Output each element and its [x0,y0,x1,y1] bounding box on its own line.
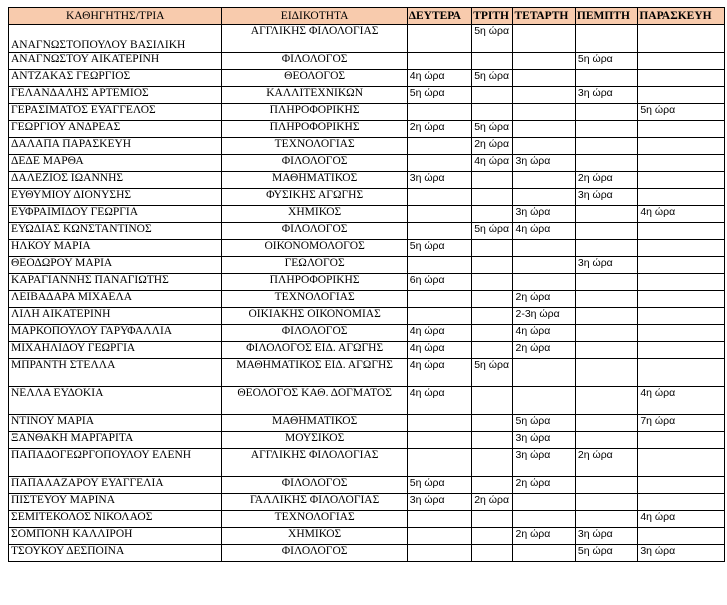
thursday-slot-cell [575,308,637,325]
specialty-cell: ΑΓΓΛΙΚΗΣ ΦΙΛΟΛΟΓΙΑΣ [222,25,407,53]
thursday-slot-cell: 3η ώρα [575,87,637,104]
teacher-name-cell: ΑΝΑΓΝΩΣΤΟΥ ΑΙΚΑΤΕΡΙΝΗ [9,53,222,70]
teacher-name-cell: ΚΑΡΑΓΙΑΝΝΗΣ ΠΑΝΑΓΙΩΤΗΣ [9,274,222,291]
header-row [9,8,725,25]
specialty-cell: ΤΕΧΝΟΛΟΓΙΑΣ [222,291,407,308]
table-row [9,359,725,387]
wednesday-slot-cell [513,172,575,189]
table-row [9,138,725,155]
friday-slot-cell [638,121,725,138]
thursday-slot-cell: 2η ώρα [575,449,637,477]
thursday-slot-cell [575,342,637,359]
table-row [9,291,725,308]
specialty-cell: ΦΙΛΟΛΟΓΟΣ [222,477,407,494]
specialty-cell: ΜΑΘΗΜΑΤΙΚΟΣ [222,415,407,432]
friday-slot-cell [638,477,725,494]
friday-slot-cell [638,449,725,477]
tuesday-slot-cell [472,511,513,528]
wednesday-slot-cell: 2η ώρα [513,477,575,494]
teacher-name-cell: ΣΕΜΙΤΕΚΟΛΟΣ ΝΙΚΟΛΑΟΣ [9,511,222,528]
table-row [9,274,725,291]
wednesday-slot-cell: 4η ώρα [513,223,575,240]
specialty-cell: ΦΙΛΟΛΟΓΟΣ [222,325,407,342]
wednesday-slot-cell [513,104,575,121]
tuesday-slot-cell [472,206,513,223]
wednesday-slot-cell: 3η ώρα [513,206,575,223]
monday-slot-cell: 4η ώρα [407,387,471,415]
friday-slot-cell [638,528,725,545]
teacher-name-cell: ΘΕΟΔΩΡΟΥ ΜΑΡΙΑ [9,257,222,274]
friday-slot-cell [638,223,725,240]
teacher-name-cell: ΑΝΑΓΝΩΣΤΟΠΟΥΛΟΥ ΒΑΣΙΛΙΚΗ [9,25,222,53]
specialty-cell: ΜΟΥΣΙΚΟΣ [222,432,407,449]
thursday-slot-cell [575,359,637,387]
teacher-name-cell: ΤΣΟΥΚΟΥ ΔΕΣΠΟΙΝΑ [9,545,222,562]
header-thursday: ΠΕΜΠΤΗ [575,8,637,25]
wednesday-slot-cell: 3η ώρα [513,432,575,449]
friday-slot-cell: 7η ώρα [638,415,725,432]
specialty-cell: ΓΕΩΛΟΓΟΣ [222,257,407,274]
teacher-name-cell: ΜΠΡΑΝΤΗ ΣΤΕΛΛΑ [9,359,222,387]
friday-slot-cell [638,432,725,449]
tuesday-slot-cell: 2η ώρα [472,494,513,511]
monday-slot-cell: 3η ώρα [407,172,471,189]
specialty-cell: ΟΙΚΙΑΚΗΣ ΟΙΚΟΝΟΜΙΑΣ [222,308,407,325]
teacher-name-cell: ΓΕΡΑΣΙΜΑΤΟΣ ΕΥΑΓΓΕΛΟΣ [9,104,222,121]
tuesday-slot-cell [472,172,513,189]
wednesday-slot-cell [513,511,575,528]
monday-slot-cell [407,449,471,477]
wednesday-slot-cell [513,387,575,415]
tuesday-slot-cell [472,104,513,121]
specialty-cell: ΦΙΛΟΛΟΓΟΣ ΕΙΔ. ΑΓΩΓΗΣ [222,342,407,359]
friday-slot-cell [638,257,725,274]
thursday-slot-cell [575,25,637,53]
table-row [9,53,725,70]
friday-slot-cell [638,25,725,53]
teacher-name-cell: ΞΑΝΘΑΚΗ ΜΑΡΓΑΡΙΤΑ [9,432,222,449]
thursday-slot-cell [575,155,637,172]
tuesday-slot-cell [472,342,513,359]
wednesday-slot-cell [513,359,575,387]
tuesday-slot-cell [472,325,513,342]
thursday-slot-cell: 5η ώρα [575,53,637,70]
monday-slot-cell: 4η ώρα [407,359,471,387]
thursday-slot-cell [575,104,637,121]
table-row [9,449,725,477]
table-row [9,494,725,511]
wednesday-slot-cell [513,274,575,291]
wednesday-slot-cell: 2η ώρα [513,342,575,359]
specialty-cell: ΠΛΗΡΟΦΟΡΙΚΗΣ [222,121,407,138]
tuesday-slot-cell: 5η ώρα [472,70,513,87]
tuesday-slot-cell [472,415,513,432]
table-row [9,257,725,274]
wednesday-slot-cell: 2η ώρα [513,528,575,545]
friday-slot-cell [638,138,725,155]
wednesday-slot-cell [513,70,575,87]
header-wednesday: ΤΕΤΑΡΤΗ [513,8,575,25]
teacher-name-cell: ΓΕΛΑΝΔΑΛΗΣ ΑΡΤΕΜΙΟΣ [9,87,222,104]
friday-slot-cell: 4η ώρα [638,511,725,528]
thursday-slot-cell [575,274,637,291]
monday-slot-cell: 4η ώρα [407,325,471,342]
wednesday-slot-cell [513,138,575,155]
teacher-name-cell: ΛΕΙΒΑΔΑΡΑ ΜΙΧΑΕΛΑ [9,291,222,308]
thursday-slot-cell [575,477,637,494]
monday-slot-cell: 2η ώρα [407,121,471,138]
monday-slot-cell [407,545,471,562]
friday-slot-cell [638,274,725,291]
wednesday-slot-cell [513,257,575,274]
friday-slot-cell [638,53,725,70]
monday-slot-cell [407,432,471,449]
monday-slot-cell [407,415,471,432]
table-row [9,206,725,223]
thursday-slot-cell: 2η ώρα [575,172,637,189]
teacher-name-cell: ΔΑΛΕΖΙΟΣ ΙΩΑΝΝΗΣ [9,172,222,189]
friday-slot-cell [638,359,725,387]
specialty-cell: ΜΑΘΗΜΑΤΙΚΟΣ ΕΙΔ. ΑΓΩΓΗΣ [222,359,407,387]
table-row [9,104,725,121]
friday-slot-cell [638,342,725,359]
teacher-name-cell: ΝΕΛΛΑ ΕΥΔΟΚΙΑ [9,387,222,415]
tuesday-slot-cell [472,528,513,545]
tuesday-slot-cell: 5η ώρα [472,121,513,138]
thursday-slot-cell [575,240,637,257]
table-row [9,325,725,342]
thursday-slot-cell [575,415,637,432]
specialty-cell: ΑΓΓΛΙΚΗΣ ΦΙΛΟΛΟΓΙΑΣ [222,449,407,477]
thursday-slot-cell [575,432,637,449]
monday-slot-cell: 4η ώρα [407,342,471,359]
table-row [9,308,725,325]
teacher-name-cell: ΣΟΜΠΟΝΗ ΚΑΛΛΙΡΟΗ [9,528,222,545]
teacher-name-cell: ΠΑΠΑΔΟΓΕΩΡΓΟΠΟΥΛΟΥ ΕΛΕΝΗ [9,449,222,477]
tuesday-slot-cell: 2η ώρα [472,138,513,155]
teacher-name-cell: ΛΙΛΗ ΑΙΚΑΤΕΡΙΝΗ [9,308,222,325]
thursday-slot-cell: 3η ώρα [575,189,637,206]
tuesday-slot-cell [472,449,513,477]
specialty-cell: ΦΙΛΟΛΟΓΟΣ [222,223,407,240]
teacher-name-cell: ΜΙΧΑΗΛΙΔΟΥ ΓΕΩΡΓΙΑ [9,342,222,359]
specialty-cell: ΘΕΟΛΟΓΟΣ [222,70,407,87]
friday-slot-cell [638,291,725,308]
monday-slot-cell [407,206,471,223]
tuesday-slot-cell [472,274,513,291]
table-row [9,172,725,189]
wednesday-slot-cell [513,87,575,104]
monday-slot-cell [407,25,471,53]
tuesday-slot-cell [472,477,513,494]
monday-slot-cell [407,223,471,240]
specialty-cell: ΤΕΧΝΟΛΟΓΙΑΣ [222,511,407,528]
friday-slot-cell [638,308,725,325]
thursday-slot-cell [575,511,637,528]
monday-slot-cell: 6η ώρα [407,274,471,291]
table-row [9,240,725,257]
schedule-body [9,25,725,562]
tuesday-slot-cell [472,308,513,325]
specialty-cell: ΦΙΛΟΛΟΓΟΣ [222,53,407,70]
teacher-name-cell: ΕΥΘΥΜΙΟΥ ΔΙΟΝΥΣΗΣ [9,189,222,206]
tuesday-slot-cell: 5η ώρα [472,25,513,53]
table-row [9,415,725,432]
specialty-cell: ΧΗΜΙΚΟΣ [222,528,407,545]
tuesday-slot-cell [472,432,513,449]
monday-slot-cell [407,308,471,325]
monday-slot-cell: 3η ώρα [407,494,471,511]
friday-slot-cell: 4η ώρα [638,387,725,415]
teacher-name-cell: ΗΛΚΟΥ ΜΑΡΙΑ [9,240,222,257]
header-tuesday: ΤΡΙΤΗ [472,8,513,25]
tuesday-slot-cell [472,240,513,257]
friday-slot-cell [638,155,725,172]
thursday-slot-cell [575,223,637,240]
thursday-slot-cell [575,494,637,511]
teacher-name-cell: ΝΤΙΝΟΥ ΜΑΡΙΑ [9,415,222,432]
thursday-slot-cell [575,121,637,138]
friday-slot-cell: 4η ώρα [638,206,725,223]
monday-slot-cell [407,189,471,206]
monday-slot-cell: 5η ώρα [407,87,471,104]
monday-slot-cell: 5η ώρα [407,477,471,494]
wednesday-slot-cell: 3η ώρα [513,449,575,477]
table-row [9,342,725,359]
table-row [9,387,725,415]
header-specialty: ΕΙΔΙΚΟΤΗΤΑ [222,8,407,25]
wednesday-slot-cell [513,121,575,138]
thursday-slot-cell [575,206,637,223]
table-row [9,477,725,494]
tuesday-slot-cell [472,189,513,206]
table-row [9,87,725,104]
header-teacher: ΚΑΘΗΓΗΤΗΣ/ΤΡΙΑ [9,8,222,25]
tuesday-slot-cell [472,87,513,104]
wednesday-slot-cell: 2-3η ώρα [513,308,575,325]
specialty-cell: ΦΥΣΙΚΗΣ ΑΓΩΓΗΣ [222,189,407,206]
tuesday-slot-cell: 5η ώρα [472,223,513,240]
wednesday-slot-cell [513,25,575,53]
thursday-slot-cell [575,387,637,415]
teacher-name-cell: ΕΥΦΡΑΙΜΙΔΟΥ ΓΕΩΡΓΙΑ [9,206,222,223]
table-row [9,121,725,138]
table-row [9,511,725,528]
friday-slot-cell [638,189,725,206]
wednesday-slot-cell: 4η ώρα [513,325,575,342]
specialty-cell: ΦΙΛΟΛΟΓΟΣ [222,155,407,172]
table-row [9,223,725,240]
header-friday: ΠΑΡΑΣΚΕΥΗ [638,8,725,25]
table-row [9,70,725,87]
wednesday-slot-cell [513,189,575,206]
wednesday-slot-cell: 3η ώρα [513,155,575,172]
thursday-slot-cell: 3η ώρα [575,257,637,274]
teacher-name-cell: ΠΙΣΤΕΥΟΥ ΜΑΡΙΝΑ [9,494,222,511]
teacher-name-cell: ΕΥΩΔΙΑΣ ΚΩΝΣΤΑΝΤΙΝΟΣ [9,223,222,240]
tuesday-slot-cell [472,387,513,415]
teacher-schedule-table [8,7,725,562]
monday-slot-cell [407,291,471,308]
friday-slot-cell [638,240,725,257]
monday-slot-cell [407,138,471,155]
thursday-slot-cell [575,70,637,87]
specialty-cell: ΠΛΗΡΟΦΟΡΙΚΗΣ [222,274,407,291]
specialty-cell: ΠΛΗΡΟΦΟΡΙΚΗΣ [222,104,407,121]
thursday-slot-cell [575,138,637,155]
teacher-name-cell: ΔΑΛΑΠΑ ΠΑΡΑΣΚΕΥΗ [9,138,222,155]
specialty-cell: ΟΙΚΟΝΟΜΟΛΟΓΟΣ [222,240,407,257]
thursday-slot-cell: 5η ώρα [575,545,637,562]
tuesday-slot-cell [472,291,513,308]
monday-slot-cell [407,257,471,274]
thursday-slot-cell: 3η ώρα [575,528,637,545]
monday-slot-cell: 4η ώρα [407,70,471,87]
monday-slot-cell [407,528,471,545]
thursday-slot-cell [575,291,637,308]
wednesday-slot-cell: 2η ώρα [513,291,575,308]
monday-slot-cell [407,104,471,121]
specialty-cell: ΧΗΜΙΚΟΣ [222,206,407,223]
teacher-name-cell: ΠΑΠΑΛΑΖΑΡΟΥ ΕΥΑΓΓΕΛΙΑ [9,477,222,494]
wednesday-slot-cell [513,53,575,70]
wednesday-slot-cell [513,240,575,257]
specialty-cell: ΜΑΘΗΜΑΤΙΚΟΣ [222,172,407,189]
table-row [9,528,725,545]
friday-slot-cell [638,87,725,104]
specialty-cell: ΓΑΛΛΙΚΗΣ ΦΙΛΟΛΟΓΙΑΣ [222,494,407,511]
wednesday-slot-cell [513,545,575,562]
monday-slot-cell: 5η ώρα [407,240,471,257]
table-row [9,155,725,172]
tuesday-slot-cell: 5η ώρα [472,359,513,387]
teacher-name-cell: ΔΕΔΕ ΜΑΡΘΑ [9,155,222,172]
table-row [9,432,725,449]
teacher-name-cell: ΓΕΩΡΓΙΟΥ ΑΝΔΡΕΑΣ [9,121,222,138]
specialty-cell: ΤΕΧΝΟΛΟΓΙΑΣ [222,138,407,155]
monday-slot-cell [407,53,471,70]
wednesday-slot-cell [513,494,575,511]
thursday-slot-cell [575,325,637,342]
teacher-name-cell: ΑΝΤΖΑΚΑΣ ΓΕΩΡΓΙΟΣ [9,70,222,87]
friday-slot-cell [638,70,725,87]
friday-slot-cell [638,325,725,342]
header-monday: ΔΕΥΤΕΡΑ [407,8,471,25]
table-row [9,25,725,53]
teacher-name-cell: ΜΑΡΚΟΠΟΥΛΟΥ ΓΑΡΥΦΑΛΛΙΑ [9,325,222,342]
tuesday-slot-cell [472,257,513,274]
tuesday-slot-cell: 4η ώρα [472,155,513,172]
friday-slot-cell: 5η ώρα [638,104,725,121]
specialty-cell: ΚΑΛΛΙΤΕΧΝΙΚΩΝ [222,87,407,104]
tuesday-slot-cell [472,545,513,562]
table-row [9,545,725,562]
monday-slot-cell [407,511,471,528]
table-row [9,189,725,206]
specialty-cell: ΘΕΟΛΟΓΟΣ ΚΑΘ. ΔΟΓΜΑΤΟΣ [222,387,407,415]
monday-slot-cell [407,155,471,172]
friday-slot-cell [638,494,725,511]
specialty-cell: ΦΙΛΟΛΟΓΟΣ [222,545,407,562]
friday-slot-cell: 3η ώρα [638,545,725,562]
tuesday-slot-cell [472,53,513,70]
friday-slot-cell [638,172,725,189]
wednesday-slot-cell: 5η ώρα [513,415,575,432]
